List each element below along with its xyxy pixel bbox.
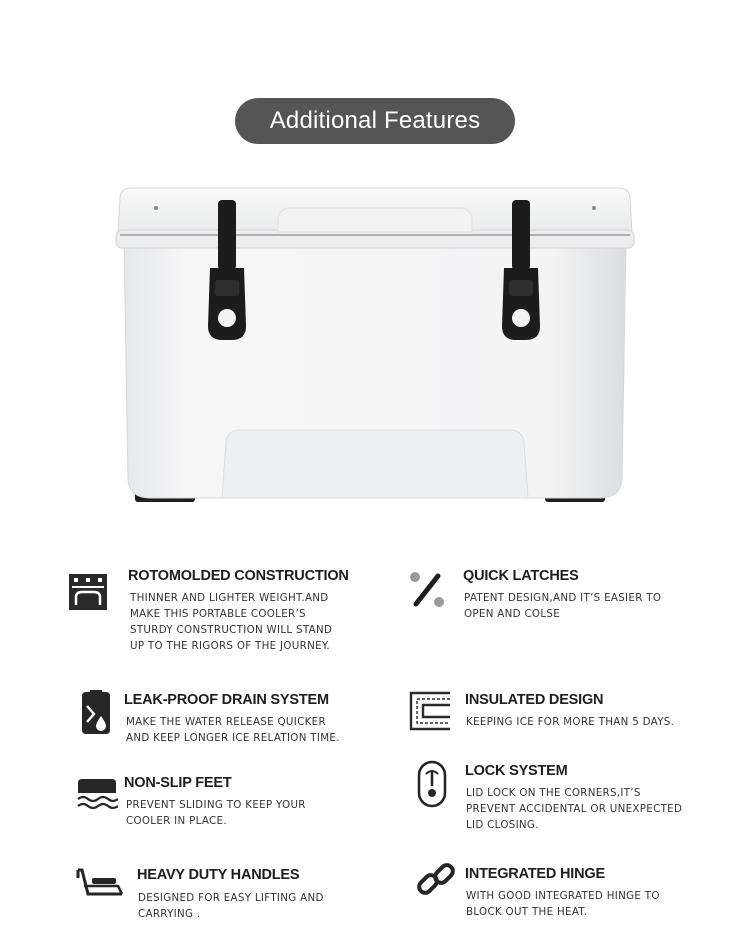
feature-title: ROTOMOLDED CONSTRUCTION — [128, 568, 349, 584]
rotomolded-icon — [68, 573, 108, 611]
hinge-icon — [416, 860, 456, 900]
feature-title: NON-SLIP FEET — [124, 775, 232, 791]
feature-description: DESIGNED FOR EASY LIFTING AND CARRYING . — [138, 892, 324, 920]
feature-description: KEEPING ICE FOR MORE THAN 5 DAYS. — [466, 716, 675, 728]
cooler-image — [110, 180, 640, 510]
feature-title: QUICK LATCHES — [463, 568, 579, 584]
feature-title: INTEGRATED HINGE — [465, 866, 605, 882]
feature-description: PREVENT SLIDING TO KEEP YOUR COOLER IN PLACE. — [126, 799, 306, 827]
page-title: Additional Features — [235, 98, 515, 144]
feature-description: WITH GOOD INTEGRATED HINGE TO BLOCK OUT THE HEAT. — [466, 890, 660, 918]
feature-title: LOCK SYSTEM — [465, 763, 568, 779]
feature-title: HEAVY DUTY HANDLES — [137, 867, 300, 883]
latch-icon — [408, 570, 448, 610]
drain-icon — [78, 690, 114, 736]
non-slip-icon — [76, 777, 118, 813]
feature-description: MAKE THE WATER RELEASE QUICKER AND KEEP LONGER ICE RELATION TIME. — [126, 716, 340, 744]
feature-description: THINNER AND LIGHTER WEIGHT.AND MAKE THIS PORTABLE COOLER’S STURDY CONSTRUCTION WILL STAND UP TO THE RIGORS OF THE JOURNEY. — [130, 592, 333, 652]
feature-title: LEAK-PROOF DRAIN SYSTEM — [124, 692, 329, 708]
lock-icon — [416, 760, 448, 808]
feature-description: PATENT DESIGN,AND IT’S EASIER TO OPEN AND COLSE — [464, 592, 662, 620]
feature-description: LID LOCK ON THE CORNERS,IT’S PREVENT ACCIDENTAL OR UNEXPECTED LID CLOSING. — [466, 787, 683, 831]
insulation-icon — [409, 691, 451, 731]
handle-icon — [74, 866, 126, 902]
feature-title: INSULATED DESIGN — [465, 692, 604, 708]
